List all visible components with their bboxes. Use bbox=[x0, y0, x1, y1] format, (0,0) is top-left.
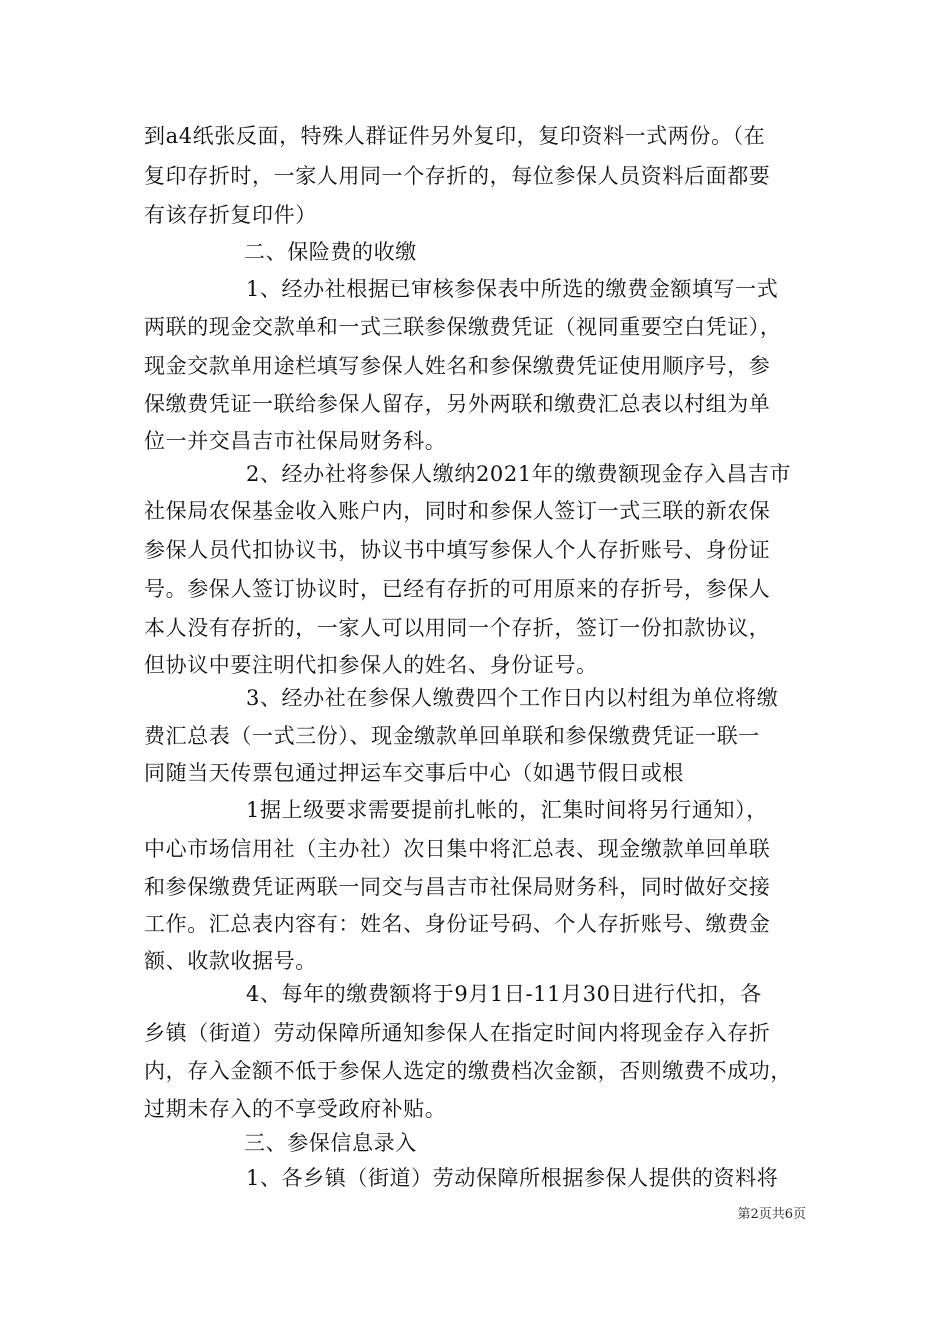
body-text-line: 同随当天传票包通过押运车交事后中心（如遇节假日或根 bbox=[144, 761, 684, 785]
body-text-line: 中心市场信用社（主办社）次日集中将汇总表、现金缴款单回单联 bbox=[144, 837, 771, 861]
body-text-line: 但协议中要注明代扣参保人的姓名、身份证号。 bbox=[144, 653, 598, 677]
body-text-line: 工作。汇总表内容有：姓名、身份证号码、个人存折账号、缴费金 bbox=[144, 912, 771, 936]
body-text-line: 复印存折时，一家人用同一个存折的，每位参保人员资料后面都要 bbox=[144, 164, 771, 188]
body-text-line: 位一并交昌吉市社保局财务科。 bbox=[144, 429, 447, 453]
body-text-line: 3、经办社在参保人缴费四个工作日内以村组为单位将缴 bbox=[246, 686, 779, 710]
section-heading: 二、保险费的收缴 bbox=[244, 240, 417, 264]
body-text-line: 现金交款单用途栏填写参保人姓名和参保缴费凭证使用顺序号，参 bbox=[144, 354, 771, 378]
body-text-line: 参保人员代扣协议书，协议书中填写参保人个人存折账号、身份证 bbox=[144, 538, 771, 562]
body-text-line: 社保局农保基金收入账户内，同时和参保人签订一式三联的新农保 bbox=[144, 499, 771, 523]
body-text-line: 本人没有存折的，一家人可以用同一个存折，签订一份扣款协议， bbox=[144, 616, 771, 640]
body-text-line: 乡镇（街道）劳动保障所通知参保人在指定时间内将现金存入存折 bbox=[144, 1021, 771, 1045]
body-text-line: 费汇总表（一式三份）、现金缴款单回单联和参保缴费凭证一联一 bbox=[144, 724, 760, 748]
body-text-line: 到a4纸张反面，特殊人群证件另外复印，复印资料一式两份。（在 bbox=[144, 124, 766, 148]
page-number: 第2页共6页 bbox=[737, 1207, 806, 1222]
section-heading: 三、参保信息录入 bbox=[244, 1131, 417, 1155]
body-text-line: 过期未存入的不享受政府补贴。 bbox=[144, 1097, 447, 1121]
body-text-line: 内，存入金额不低于参保人选定的缴费档次金额，否则缴费不成功， bbox=[144, 1059, 792, 1083]
body-text-line: 4、每年的缴费额将于9月1日-11月30日进行代扣，各 bbox=[246, 982, 762, 1006]
body-text-line: 和参保缴费凭证两联一同交与昌吉市社保局财务科，同时做好交接 bbox=[144, 875, 771, 899]
body-text-line: 保缴费凭证一联给参保人留存，另外两联和缴费汇总表以村组为单 bbox=[144, 392, 771, 416]
body-text-line: 1、各乡镇（街道）劳动保障所根据参保人提供的资料将 bbox=[246, 1166, 779, 1190]
body-text-line: 额、收款收据号。 bbox=[144, 949, 317, 973]
body-text-line: 号。参保人签订协议时，已经有存折的可用原来的存折号，参保人 bbox=[144, 577, 771, 601]
body-text-line: 有该存折复印件） bbox=[144, 203, 317, 227]
body-text-line: 1据上级要求需要提前扎帐的，汇集时间将另行通知）， bbox=[246, 798, 768, 822]
body-text-line: 两联的现金交款单和一式三联参保缴费凭证（视同重要空白凭证）， bbox=[144, 315, 782, 339]
body-text-line: 1、经办社根据已审核参保表中所选的缴费金额填写一式 bbox=[246, 277, 779, 301]
body-text-line: 2、经办社将参保人缴纳2021年的缴费额现金存入昌吉市 bbox=[246, 462, 792, 486]
